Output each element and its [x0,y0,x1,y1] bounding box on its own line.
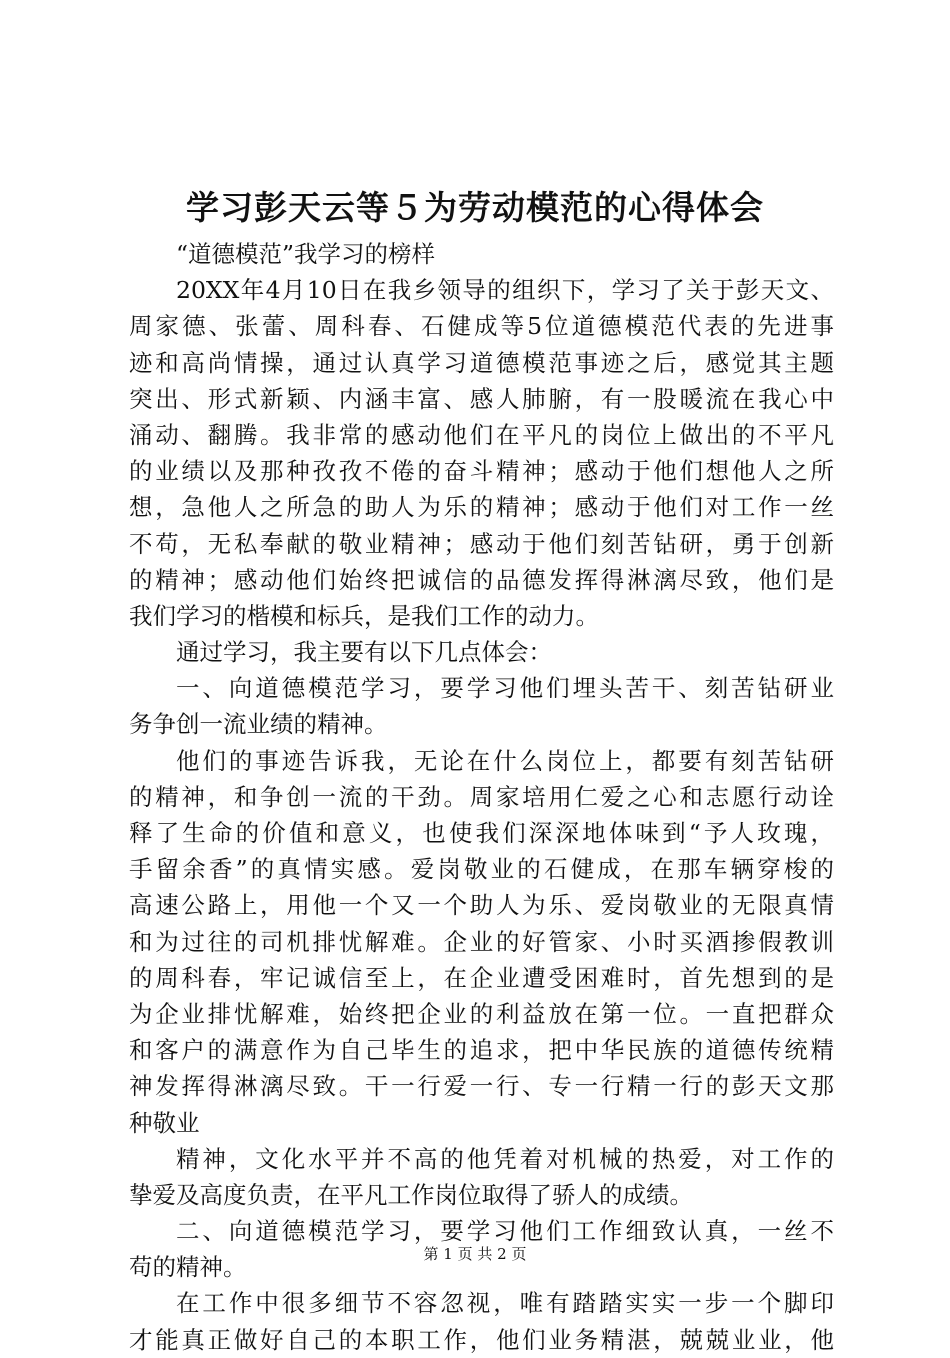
text-line: 挚爱及高度负责，在平凡工作岗位取得了骄人的成绩。 [129,1180,693,1209]
text-line: 为企业排忧解难，始终把企业的利益放在第一位。一直把群众 [129,999,834,1028]
page-footer: 第 1 页 共 2 页 [423,1245,527,1263]
text-line: 的周科春，牢记诚信至上，在企业遭受困难时，首先想到的是 [129,963,834,992]
text-line: 在工作中很多细节不容忽视，唯有踏踏实实一步一个脚印 [176,1289,834,1318]
text-line: 一、向道德模范学习，要学习他们埋头苦干、刻苦钻研业 [176,674,834,703]
text-line: 释了生命的价值和意义，也使我们深深地体味到“予人玫瑰， [129,819,834,847]
text-line: 和客户的满意作为自己毕生的追求，把中华民族的道德传统精 [129,1036,834,1065]
text-line: 手留余香”的真情实感。爱岗敬业的石健成，在那车辆穿梭的 [129,855,834,884]
text-line: 周家德、张蕾、周科春、石健成等5位道德模范代表的先进事 [129,312,834,341]
text-line: 的业绩以及那种孜孜不倦的奋斗精神；感动于他们想他人之所 [129,457,834,486]
text-line: “道德模范”我学习的榜样 [176,240,436,268]
text-line: 的精神，和争创一流的干劲。周家培用仁爱之心和志愿行动诠 [129,782,834,811]
text-line: 苟的精神。 [129,1253,247,1282]
text-line: 二、向道德模范学习，要学习他们工作细致认真，一丝不 [176,1217,834,1246]
document-body [129,236,834,1358]
text-line: 他们的事迹告诉我，无论在什么岗位上，都要有刻苦钻研 [176,746,834,775]
text-line: 才能真正做好自己的本职工作，他们业务精湛，兢兢业业，他 [129,1325,834,1354]
document-title: 学习彭天云等５为劳动模范的心得体会 [186,188,764,227]
text-line: 迹和高尚情操，通过认真学习道德模范事迹之后，感觉其主题 [129,348,834,377]
text-line: 不苟，无私奉献的敬业精神；感动于他们刻苦钻研，勇于创新 [129,529,834,558]
text-line: 我们学习的楷模和标兵，是我们工作的动力。 [129,601,599,630]
text-line: 种敬业 [129,1108,200,1137]
text-line: 突出、形式新颖、内涵丰富、感人肺腑，有一股暖流在我心中 [129,384,834,413]
text-line: 通过学习，我主要有以下几点体会： [176,638,552,667]
text-line: 神发挥得淋漓尽致。干一行爱一行、专一行精一行的彭天文那 [129,1072,834,1101]
text-line: 务争创一流业绩的精神。 [129,710,388,739]
text-line: 想，急他人之所急的助人为乐的精神；感动于他们对工作一丝 [129,493,834,522]
text-line: 的精神；感动他们始终把诚信的品德发挥得淋漓尽致，他们是 [129,565,834,594]
text-line: 精神，文化水平并不高的他凭着对机械的热爱，对工作的 [176,1144,834,1173]
text-line: 涌动、翻腾。我非常的感动他们在平凡的岗位上做出的不平凡 [129,420,834,449]
text-line: 高速公路上，用他一个又一个助人为乐、爱岗敬业的无限真情 [129,891,834,920]
text-line: 20XX年4月10日在我乡领导的组织下，学习了关于彭天文、 [176,276,834,305]
text-line: 和为过往的司机排忧解难。企业的好管家、小时买酒掺假教训 [129,927,834,956]
